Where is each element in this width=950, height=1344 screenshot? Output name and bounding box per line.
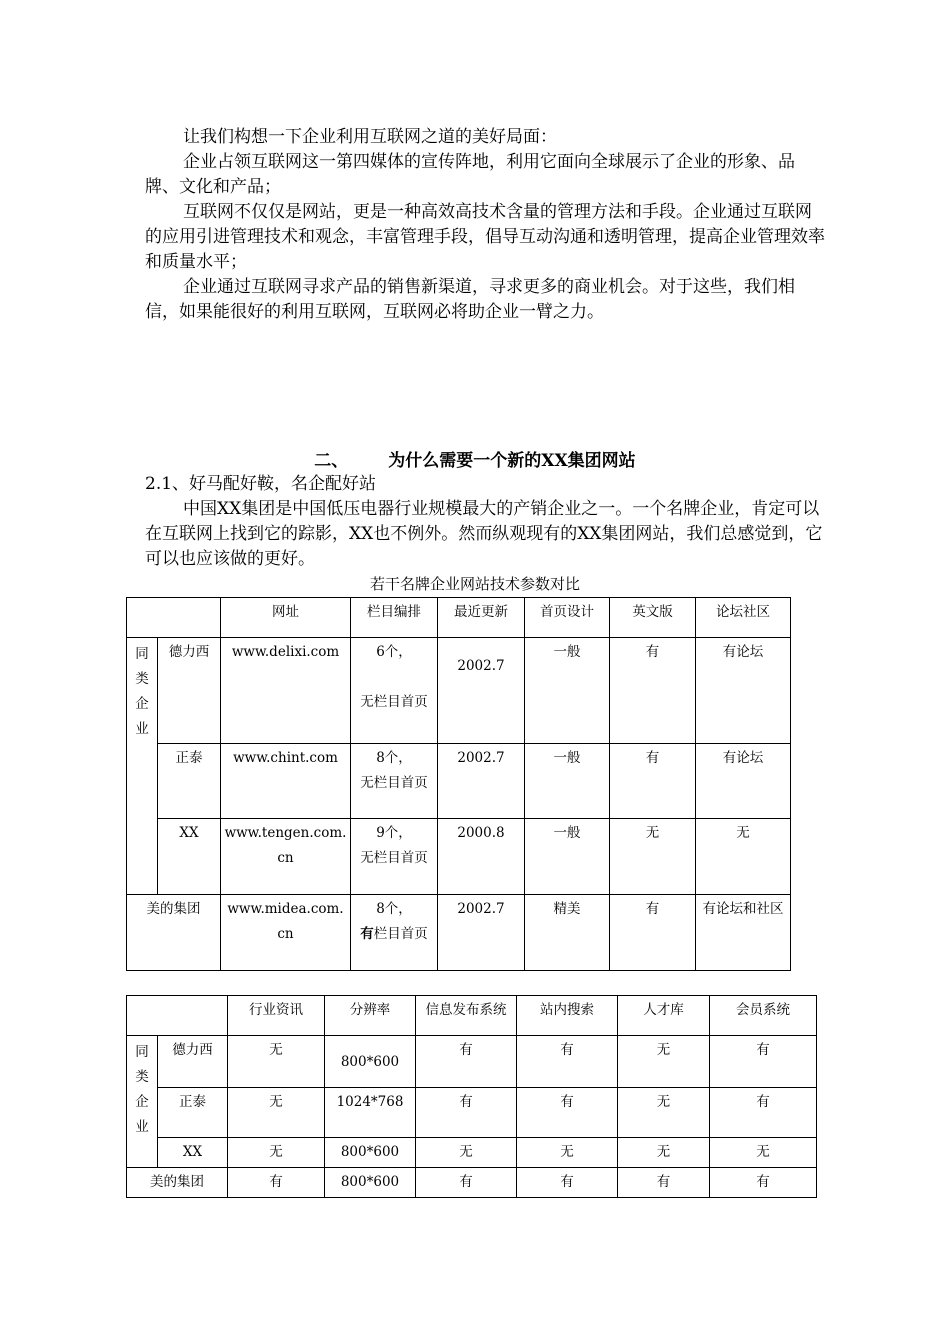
table-row bbox=[127, 1138, 817, 1168]
intro-paragraph-3: 互联网不仅仅是网站，更是一种高效高技术含量的管理方法和手段。企业通过互联网的应用引进管理技术和观念，丰富管理手段，倡导互动沟通和透明管理，提高企业管理效率和质量水平； bbox=[145, 202, 825, 272]
section-number: 二、 bbox=[314, 451, 349, 471]
table-header: 人才库 bbox=[618, 996, 710, 1036]
company-name: 美的集团 bbox=[127, 1168, 228, 1198]
last-update: 2000.8 bbox=[438, 819, 525, 895]
industry-news: 无 bbox=[228, 1036, 325, 1088]
publishing-system: 有 bbox=[416, 1168, 517, 1198]
table-row bbox=[127, 1088, 817, 1138]
table-row bbox=[127, 744, 791, 819]
table-header: 英文版 bbox=[610, 598, 696, 638]
english-version: 有 bbox=[610, 638, 696, 744]
table-header: 首页设计 bbox=[525, 598, 610, 638]
company-name: 正泰 bbox=[158, 1088, 228, 1138]
website-url: www.chint.com bbox=[221, 744, 351, 819]
intro-paragraph-4: 企业通过互联网寻求产品的销售新渠道，寻求更多的商业机会。对于这些，我们相信，如果能很好的利用互联网，互联网必将助企业一臂之力。 bbox=[145, 277, 795, 322]
column-layout: 8个， 无栏目首页 bbox=[351, 744, 438, 819]
resolution: 1024*768 bbox=[325, 1088, 416, 1138]
section-body: 中国XX集团是中国低压电器行业规模最大的产销企业之一。一个名牌企业，肯定可以在互联网上找到它的踪影，XX也不例外。然而纵观现有的XX集团网站，我们总感觉到，它可以也应该做的更好。 bbox=[145, 499, 823, 569]
resolution: 800*600 bbox=[325, 1168, 416, 1198]
table-corner bbox=[127, 598, 221, 638]
section-title: 为什么需要一个新的XX集团网站 bbox=[388, 451, 636, 471]
table-header-row bbox=[127, 598, 791, 638]
homepage-design: 一般 bbox=[525, 744, 610, 819]
column-layout: 6个， 无栏目首页 bbox=[351, 638, 438, 744]
table-row bbox=[127, 819, 791, 895]
comparison-table-2 bbox=[126, 995, 817, 1198]
homepage-design: 精美 bbox=[525, 895, 610, 971]
publishing-system: 有 bbox=[416, 1088, 517, 1138]
forum-community: 有论坛 bbox=[696, 638, 791, 744]
company-name: XX bbox=[158, 1138, 228, 1168]
publishing-system: 有 bbox=[416, 1036, 517, 1088]
member-system: 有 bbox=[710, 1036, 817, 1088]
forum-community: 有论坛 bbox=[696, 744, 791, 819]
talent-database: 无 bbox=[618, 1138, 710, 1168]
table-row bbox=[127, 638, 791, 744]
section-heading bbox=[0, 450, 950, 472]
company-name: XX bbox=[158, 819, 221, 895]
resolution: 800*600 bbox=[325, 1036, 416, 1088]
site-search: 无 bbox=[517, 1138, 618, 1168]
column-layout: 8个， 有栏目首页 bbox=[351, 895, 438, 971]
company-name: 德力西 bbox=[158, 1036, 228, 1088]
english-version: 有 bbox=[610, 744, 696, 819]
table-row bbox=[127, 895, 791, 971]
table-header: 论坛社区 bbox=[696, 598, 791, 638]
table-header: 会员系统 bbox=[710, 996, 817, 1036]
comparison-table-1 bbox=[126, 597, 791, 971]
table-row bbox=[127, 1036, 817, 1088]
forum-community: 无 bbox=[696, 819, 791, 895]
last-update: 2002.7 bbox=[438, 638, 525, 744]
forum-community: 有论坛和社区 bbox=[696, 895, 791, 971]
intro-paragraph-2: 企业占领互联网这一第四媒体的宣传阵地，利用它面向全球展示了企业的形象、品牌、文化和产品； bbox=[145, 152, 795, 197]
table-header: 信息发布系统 bbox=[416, 996, 517, 1036]
table-corner bbox=[127, 996, 228, 1036]
company-name: 美的集团 bbox=[127, 895, 221, 971]
site-search: 有 bbox=[517, 1036, 618, 1088]
table-row bbox=[127, 1168, 817, 1198]
english-version: 有 bbox=[610, 895, 696, 971]
publishing-system: 无 bbox=[416, 1138, 517, 1168]
site-search: 有 bbox=[517, 1088, 618, 1138]
member-system: 无 bbox=[710, 1138, 817, 1168]
table-header: 最近更新 bbox=[438, 598, 525, 638]
website-url: www.midea.com.cn bbox=[221, 895, 351, 971]
table-header: 网址 bbox=[221, 598, 351, 638]
last-update: 2002.7 bbox=[438, 895, 525, 971]
site-search: 有 bbox=[517, 1168, 618, 1198]
homepage-design: 一般 bbox=[525, 638, 610, 744]
table1-caption: 若干名牌企业网站技术参数对比 bbox=[369, 575, 580, 593]
table-header: 栏目编排 bbox=[351, 598, 438, 638]
table-header: 行业资讯 bbox=[228, 996, 325, 1036]
member-system: 有 bbox=[710, 1088, 817, 1138]
website-url: www.delixi.com bbox=[221, 638, 351, 744]
resolution: 800*600 bbox=[325, 1138, 416, 1168]
member-system: 有 bbox=[710, 1168, 817, 1198]
table-header: 分辨率 bbox=[325, 996, 416, 1036]
website-url: www.tengen.com.cn bbox=[221, 819, 351, 895]
industry-news: 无 bbox=[228, 1088, 325, 1138]
column-layout: 9个， 无栏目首页 bbox=[351, 819, 438, 895]
table-header: 站内搜索 bbox=[517, 996, 618, 1036]
group-label: 同类企业 bbox=[127, 1036, 158, 1168]
talent-database: 有 bbox=[618, 1168, 710, 1198]
table-header-row bbox=[127, 996, 817, 1036]
company-name: 德力西 bbox=[158, 638, 221, 744]
industry-news: 无 bbox=[228, 1138, 325, 1168]
english-version: 无 bbox=[610, 819, 696, 895]
talent-database: 无 bbox=[618, 1088, 710, 1138]
group-label: 同类企业 bbox=[127, 638, 158, 895]
intro-paragraph-1: 让我们构想一下企业利用互联网之道的美好局面： bbox=[183, 127, 557, 147]
homepage-design: 一般 bbox=[525, 819, 610, 895]
company-name: 正泰 bbox=[158, 744, 221, 819]
talent-database: 无 bbox=[618, 1036, 710, 1088]
last-update: 2002.7 bbox=[438, 744, 525, 819]
subsection-title: 2.1、好马配好鞍，名企配好站 bbox=[145, 474, 377, 494]
industry-news: 有 bbox=[228, 1168, 325, 1198]
